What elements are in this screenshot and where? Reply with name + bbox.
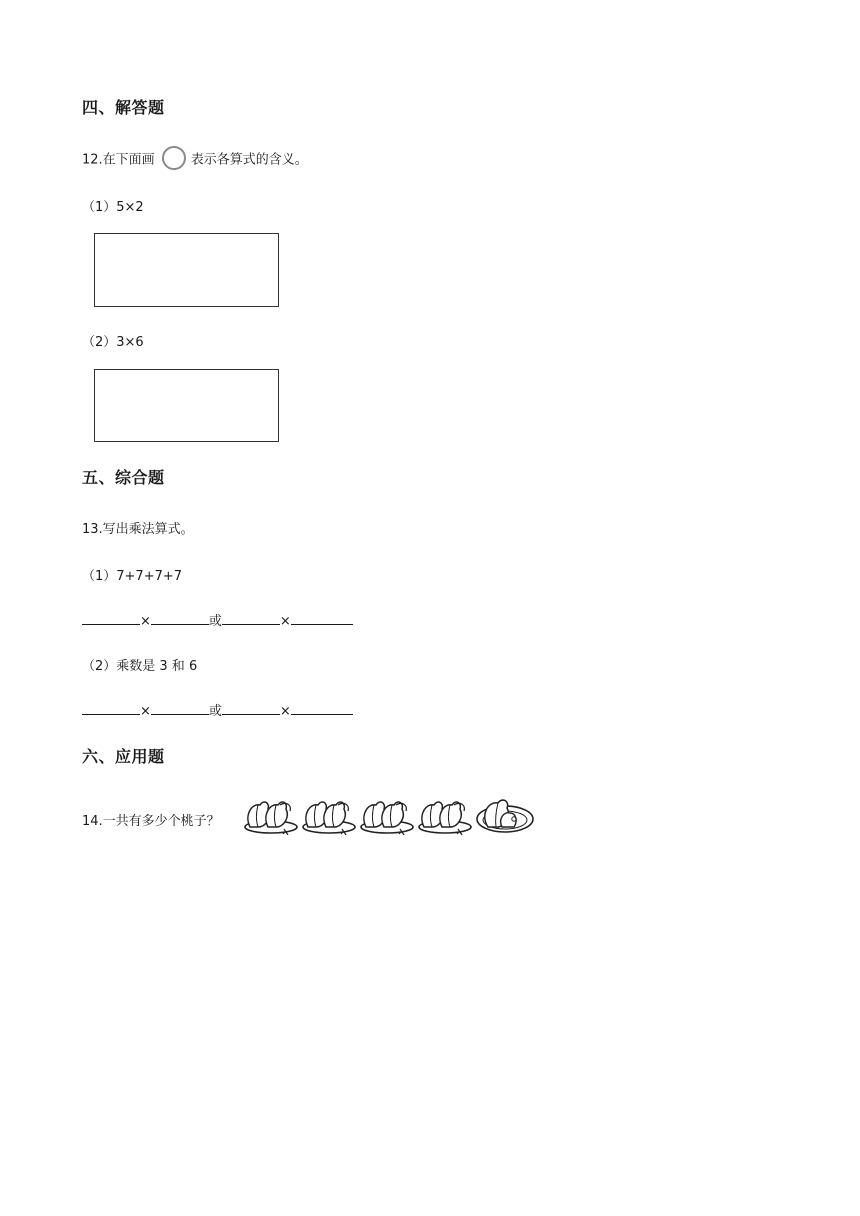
question-12-part-2: （2）3×6 [82, 335, 144, 350]
blank-field[interactable] [291, 611, 353, 625]
answer-line-1 [82, 610, 353, 629]
times-sign: × [140, 704, 151, 719]
answer-box-1[interactable] [94, 233, 279, 307]
peach-plate-icon [416, 793, 474, 835]
blank-field[interactable] [291, 701, 353, 715]
question-12-prefix: 12.在下面画 [82, 152, 155, 168]
times-sign: × [279, 704, 291, 719]
question-13-prompt: 13.写出乘法算式。 [82, 522, 194, 537]
times-sign: × [140, 614, 151, 629]
circle-icon [162, 146, 186, 170]
peach-plate-icon [300, 793, 358, 835]
blank-field[interactable] [222, 701, 280, 715]
times-sign: × [279, 614, 291, 629]
blank-field[interactable] [82, 611, 140, 625]
blank-field[interactable] [222, 611, 280, 625]
or-word: 或 [208, 704, 222, 719]
question-12-part-1: （1）5×2 [82, 200, 144, 215]
answer-box-2[interactable] [94, 369, 279, 442]
question-14-prompt: 14.一共有多少个桃子？ [82, 814, 220, 829]
question-13-part-1: （1）7+7+7+7 [82, 569, 183, 584]
section-6-title: 六、应用题 [82, 747, 165, 766]
peach-plate-icon [242, 793, 300, 835]
answer-line-2 [82, 700, 353, 719]
blank-field[interactable] [82, 701, 140, 715]
question-12-suffix: 表示各算式的含义。 [190, 152, 308, 168]
question-13-part-2: （2）乘数是 3 和 6 [82, 659, 198, 674]
blank-field[interactable] [151, 701, 209, 715]
question-12 [82, 148, 308, 172]
blank-field[interactable] [151, 611, 209, 625]
peach-plates-illustration [242, 793, 536, 835]
peach-plate-icon [474, 793, 536, 835]
section-5-title: 五、综合题 [82, 468, 165, 487]
section-4-title: 四、解答题 [82, 98, 165, 117]
or-word: 或 [208, 614, 222, 629]
peach-plate-icon [358, 793, 416, 835]
